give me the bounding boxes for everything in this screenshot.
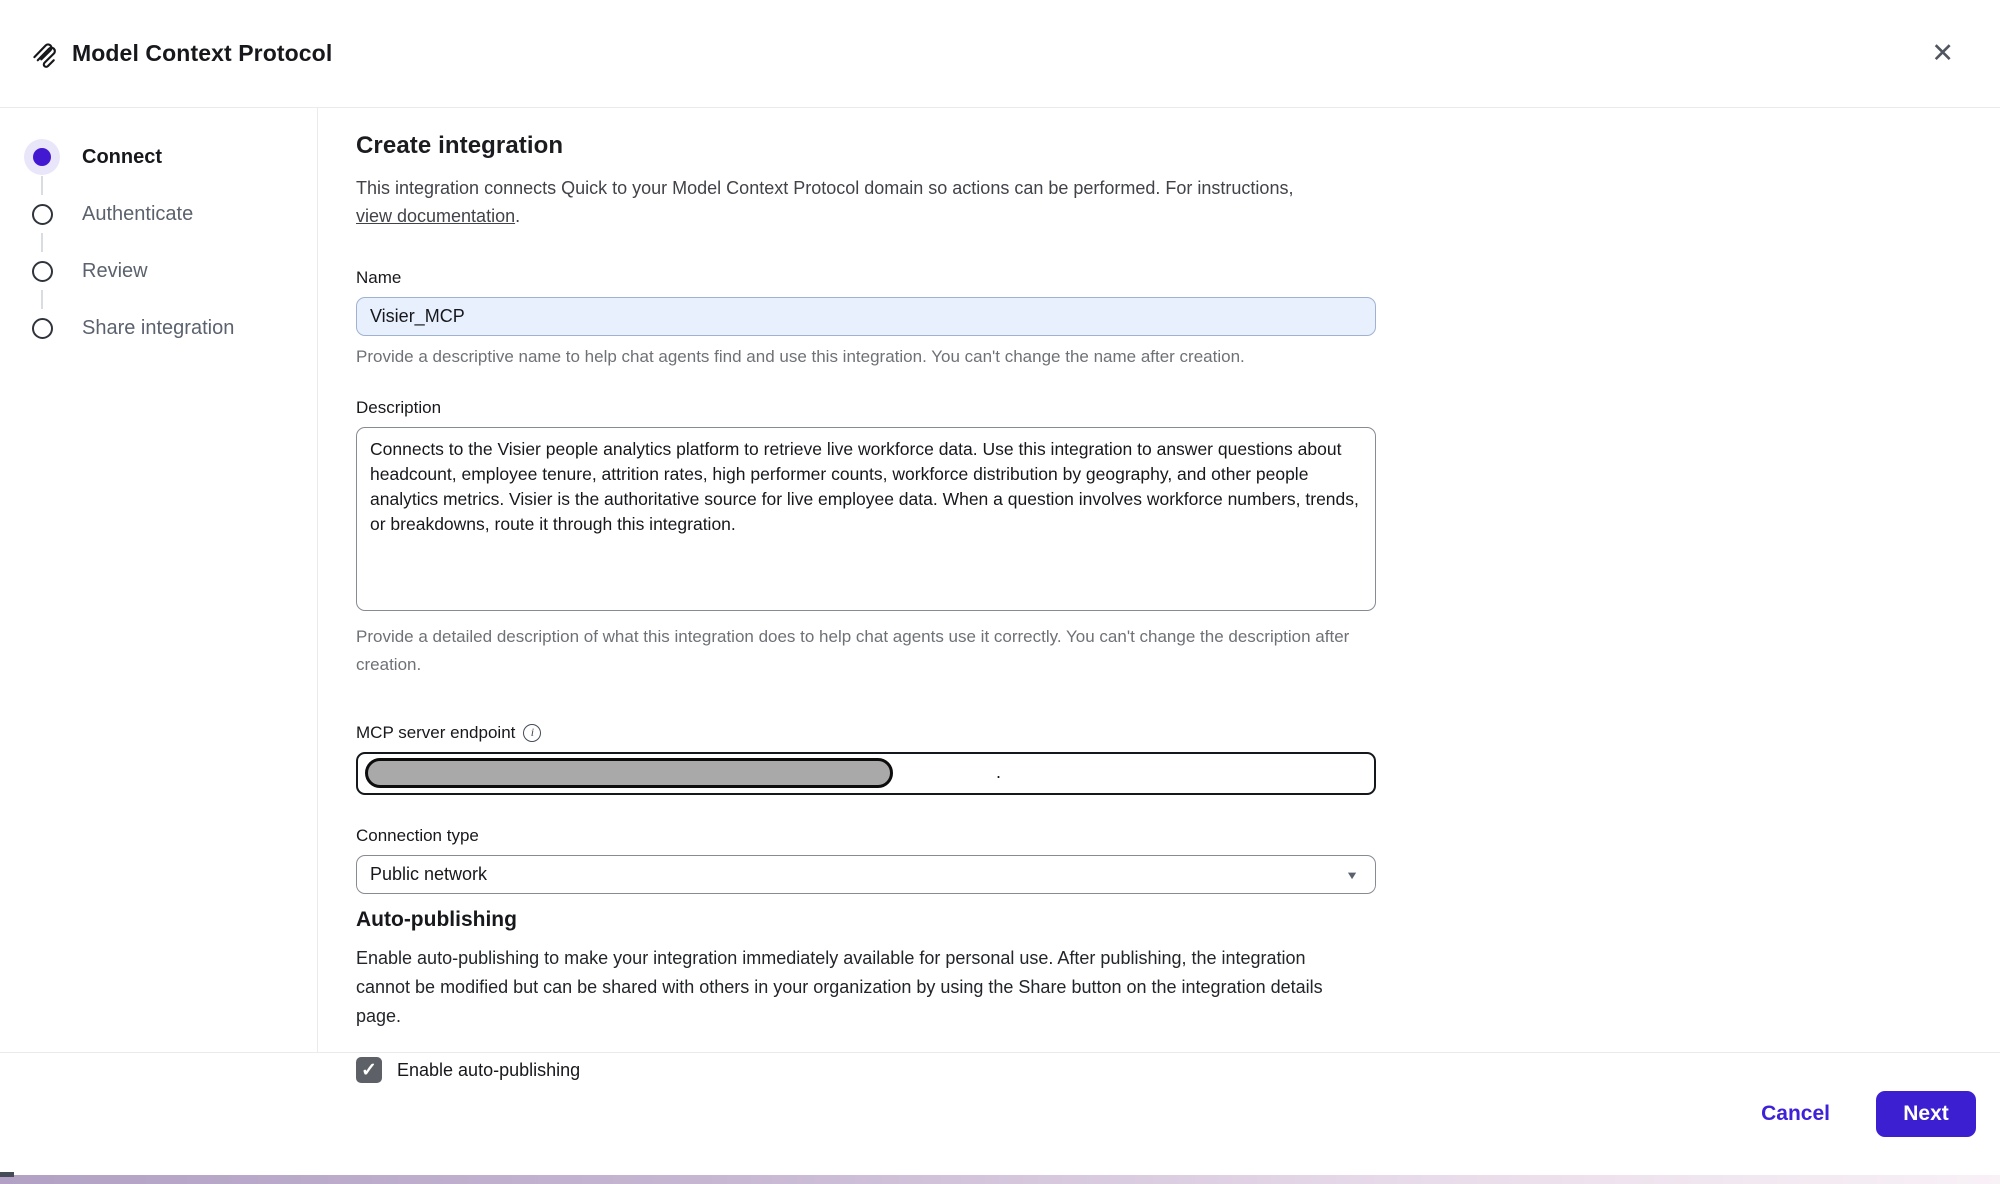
step-label: Share integration xyxy=(82,316,235,339)
step-connect[interactable] xyxy=(24,138,317,176)
connection-type-label: Connection type xyxy=(356,826,479,845)
step-authenticate[interactable] xyxy=(24,195,317,233)
intro-text xyxy=(356,174,1296,230)
step-connector xyxy=(41,290,43,309)
check-icon: ✓ xyxy=(361,1059,377,1081)
step-connector xyxy=(41,233,43,252)
cancel-button[interactable]: Cancel xyxy=(1761,1102,1830,1125)
info-icon[interactable]: i xyxy=(523,724,541,742)
step-indicator xyxy=(24,196,60,232)
name-label: Name xyxy=(356,268,402,287)
caret-down-icon: ▼ xyxy=(1345,868,1359,881)
underlying-page-strip xyxy=(0,1175,2000,1184)
view-documentation-link[interactable]: view documentation xyxy=(356,206,516,226)
step-indicator-active xyxy=(24,139,60,175)
auto-publishing-checkbox-label: Enable auto-publishing xyxy=(397,1059,581,1080)
step-connector xyxy=(41,176,43,195)
name-hint: Provide a descriptive name to help chat agents find and use this integration. You can't change the name after creation. xyxy=(356,347,1245,366)
intro-text-after-link: . xyxy=(515,206,521,226)
endpoint-label: MCP server endpoint xyxy=(356,723,516,742)
intro-text-before-link: This integration connects Quick to your Model Context Protocol domain so actions can be performed. For instructions, xyxy=(356,178,1294,198)
step-label: Authenticate xyxy=(82,202,194,225)
wizard-steps-sidebar xyxy=(0,108,318,1052)
step-indicator xyxy=(24,310,60,346)
step-label: Connect xyxy=(82,145,162,168)
close-button[interactable] xyxy=(1925,34,1960,73)
page-title: Create integration xyxy=(356,132,564,159)
step-label: Review xyxy=(82,259,148,282)
description-textarea[interactable] xyxy=(356,427,1376,611)
description-hint: Provide a detailed description of what this integration does to help chat agents use it correctly. You can't change the description after creation. xyxy=(356,627,1350,674)
create-integration-form xyxy=(318,108,2000,1081)
auto-publishing-description: Enable auto-publishing to make your integration immediately available for personal use. After publishing, the integration cannot be modified but can be shared with others in your organization by using the Share button on the integration details page. xyxy=(356,948,1323,1026)
underlying-page-tick xyxy=(0,1172,14,1177)
endpoint-input[interactable] xyxy=(356,752,1376,795)
dialog-header xyxy=(0,0,2000,108)
close-icon: ✕ xyxy=(1931,38,1954,68)
auto-publishing-heading: Auto-publishing xyxy=(356,908,517,931)
endpoint-value-suffix: . xyxy=(996,762,1002,782)
dialog-title: Model Context Protocol xyxy=(72,40,333,66)
connection-type-value: Public network xyxy=(370,864,488,884)
step-share-integration[interactable] xyxy=(24,309,317,347)
mcp-logo-icon xyxy=(30,39,60,69)
connection-type-select[interactable] xyxy=(356,855,1376,894)
name-input[interactable] xyxy=(356,297,1376,336)
dialog-footer xyxy=(0,1052,2000,1175)
next-button[interactable]: Next xyxy=(1876,1091,1976,1137)
step-indicator xyxy=(24,253,60,289)
step-review[interactable] xyxy=(24,252,317,290)
description-label: Description xyxy=(356,398,442,417)
redaction-blob xyxy=(365,758,893,788)
